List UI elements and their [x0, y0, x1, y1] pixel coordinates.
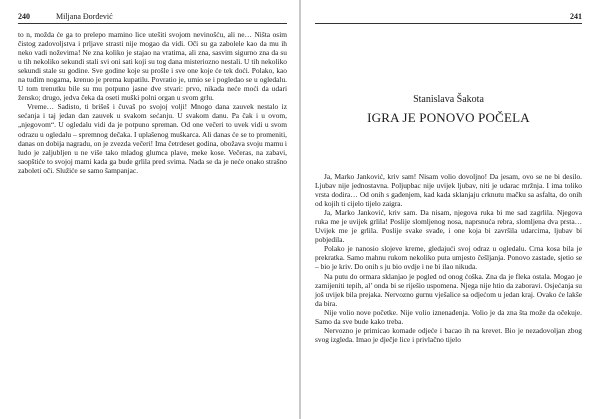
left-page-body — [18, 30, 287, 175]
right-page-body — [315, 172, 582, 344]
story-author: Stanislava Šakota — [413, 94, 484, 105]
paragraph: Ja, Marko Janković, kriv sam! Nisam volio dovoljno! Da jesam, ovo se ne bi desilo. Ljubav nije jednostavna. Poljupbac nije uvijek ljubav, niti je udarac mržnja. I ima toliko vrsta dodira… Od onih s gađenjem, kad kada sklanjaju crknutu mačku sa asfalta, do onih od kojih ti cijelo tijelo zaigra. — [315, 172, 582, 209]
paragraph: Nije volio nove početke. Nije volio iznenađenja. Volio je da zna šta može da očekuje. Samo da sve bude kako treba. — [315, 307, 582, 326]
right-page-header — [315, 12, 582, 22]
right-page — [301, 0, 600, 419]
paragraph: Nervozno je primicao komade odjeće i bacao ih na krevet. Bio je nezadovoljan zbog svog izgleda. Imao je dječje lice i privlačno tijelo — [315, 325, 582, 344]
story-title: IGRA JE PONOVO POČELA — [367, 110, 530, 125]
paragraph: Ja, Marko Janković, kriv sam. Da nisam, njegova ruka bi me sad zagrlila. Njegova ruka me je uvijek grlila! Poslije slomljenog nosa, naprsnuća rebra, slomljena dva prsta… Uvijek me je grlila. Poslije svake svađe, i one koja bi završila udarcima, ljubav bi pobjedila. — [315, 208, 582, 245]
paragraph: Na putu do ormara sklanjao je pogled od onog ćoška. Zna da je fleka ostala. Mogao je zamijeniti tepih, al’ onda bi se riješio uspomena. Njega nije htio da zaboravi. Osjećanja su još uvijek bila prejaka. Nervozno gurnu vješalice sa odjećom u jedan kraj. Ovako će lakše da bira. — [315, 271, 582, 308]
left-page-header — [18, 12, 287, 22]
page-number: 240 — [18, 12, 30, 21]
left-page — [0, 0, 299, 419]
paragraph: to n, možda će ga to prelepo mamino lice utešiti svojom nevinošću, ali ne… Ništa osim čistog zadovoljstva i prljave strasti nije mogao da vidi. Oči su ga zabolele kao da mu ih neko vadi noževima! Ne zna koliko je stajao na vratima, ali zna, sasvim sigurno zna da su u tih nekoliko sekundi stali svi oni sati koji su tog dana misteriozno nestali. U tih nekoliko sekundi stale su godine. Sve godine koje su prošle i sve one koje će tek doći. Polako, kao na tuđim nogama, krenuo je prema kupatilu. Povratio je, umio se i pogledao se u ogledalu. U tom trenutku bile su mu potpuno jasne dve stvari: prvo, nikada neće moći da udari žensko; drugo, jedva čeka da oseti muški polni organ u svom grlu. — [18, 30, 287, 103]
running-head-author: Miljana Đorđević — [56, 12, 113, 21]
paragraph: Vreme… Sadisto, ti brišeš i čuvaš po svojoj volji! Mnogo dana zauvek nestalo iz sećanja i taj jedan dan zauvek u svakom sećanju. U svakom danu. Pa čak i u ovom, „njegovom“. U ogledalu vidi da je potpuno spreman. Od one večeri to uvek vidi u svom odrazu u ogledalu – spremnog dečaka. I uplašenog muškarca. Ali danas će se to promeniti, danas on dobija nagradu, on je zvezda večeri! Ima četrdeset godina, obožava svoju mamu i ludo je zaljubljen u ne više tako mladog glumca plave, meke kose. Večeras, na zabavi, saopštiće to svojoj mami kada ga bude grlila pred svima. Nada se da je neće onako strašno zaboleti oči. Služiće se samo šampanjac. — [18, 102, 287, 175]
header-rule — [18, 23, 287, 24]
header-rule — [315, 23, 582, 24]
page-number: 241 — [570, 12, 582, 21]
paragraph: Polako je nanosio slojeve kreme, gledajući svoj odraz u ogledalu. Crna kosa bila je prekratka. Samo mahnu rukom nekoliko puta umjesto češljanja. Ponovo zastade, sjetio se – bio je kriv. Do onih s ju bio ovdje i ne bi ilao nikuda. — [315, 244, 582, 272]
